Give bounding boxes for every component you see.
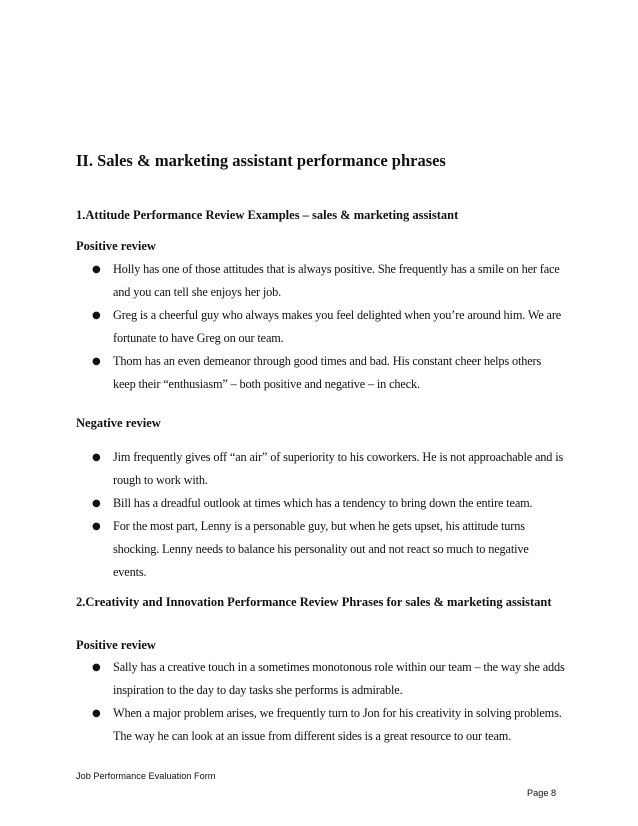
attitude-negative-list xyxy=(0,446,638,584)
bullet-icon: ● xyxy=(92,264,101,275)
bullet-icon: ● xyxy=(92,498,101,509)
list-item: ● For the most part, Lenny is a personable guy, but when he gets upset, his attitude turns shocking. Lenny needs to balance his personality out and not react so much to negative events. xyxy=(0,515,565,584)
list-item: ● Sally has a creative touch in a sometimes monotonous role within our team – the way she adds inspiration to the day to day tasks she performs is admirable. xyxy=(0,656,565,702)
list-item: ● Bill has a dreadful outlook at times which has a tendency to bring down the entire team. xyxy=(0,492,565,515)
page-number: Page 8 xyxy=(527,788,557,798)
list-item: ● Greg is a cheerful guy who always makes you feel delighted when you’re around him. We are fortunate to have Greg on our team. xyxy=(0,304,565,350)
attitude-positive-label: Positive review xyxy=(76,239,156,253)
footer-title: Job Performance Evaluation Form xyxy=(76,771,216,781)
creativity-positive-list xyxy=(0,656,638,748)
bullet-icon: ● xyxy=(92,521,101,532)
bullet-icon: ● xyxy=(92,452,101,463)
list-item: ● Thom has an even demeanor through good times and bad. His constant cheer helps others keep their “enthusiasm” – both positive and negative – in check. xyxy=(0,350,565,396)
bullet-icon: ● xyxy=(92,310,101,321)
bullet-icon: ● xyxy=(92,662,101,673)
list-item: ● When a major problem arises, we frequently turn to Jon for his creativity in solving problems. The way he can look at an issue from different sides is a great resource to our team. xyxy=(0,702,565,748)
section-title: II. Sales & marketing assistant performance phrases xyxy=(76,151,446,170)
creativity-positive-label: Positive review xyxy=(76,638,156,652)
attitude-positive-list xyxy=(0,258,638,396)
attitude-heading: 1.Attitude Performance Review Examples – sales & marketing assistant xyxy=(76,208,459,222)
bullet-icon: ● xyxy=(92,708,101,719)
attitude-negative-label: Negative review xyxy=(76,416,161,430)
bullet-icon: ● xyxy=(92,356,101,367)
list-item: ● Holly has one of those attitudes that is always positive. She frequently has a smile on her face and you can tell she enjoys her job. xyxy=(0,258,565,304)
creativity-heading: 2.Creativity and Innovation Performance Review Phrases for sales & marketing assistant xyxy=(76,595,552,609)
list-item: ● Jim frequently gives off “an air” of superiority to his coworkers. He is not approachable and is rough to work with. xyxy=(0,446,565,492)
